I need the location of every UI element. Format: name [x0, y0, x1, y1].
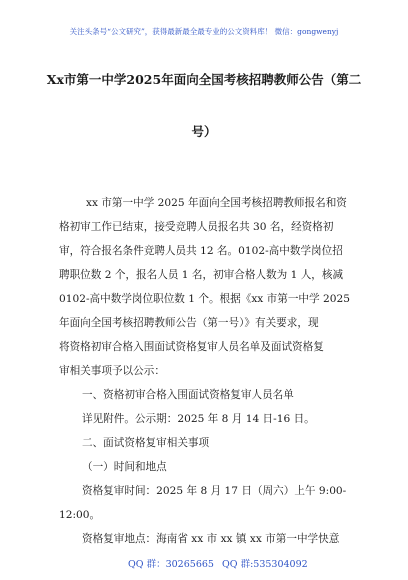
body-line: 聘职位数 2 个，报名人员 1 名，初审合格人数为 1 人，核减	[59, 269, 344, 281]
subsection-heading: （一）时间和地点	[82, 461, 167, 473]
footer-qq-right: QQ 群:535304092	[222, 559, 308, 570]
body-line: 格初审工作已结束，接受竞聘人员报名共 30 名，经资格初	[59, 221, 334, 233]
section-heading: 一、资格初审合格入围面试资格复审人员名单	[82, 389, 294, 401]
body-line: 资格复审时间：2025 年 8 月 17 日（周六）上午 9:00-	[82, 485, 347, 497]
header-banner: 关注头条号“公文研究”，获得最新最全最专业的公文资料库！ 微信：gongwenyj	[69, 27, 339, 36]
body-line: 资格复审地点：海南省 xx 市 xx 镇 xx 市第一中学快意	[82, 533, 340, 545]
body-line: 年面向全国考核招聘教师公告（第一号）》有关要求，现	[59, 317, 319, 329]
body-line: 0102-高中数学岗位职位数 1 个。根据《xx 市第一中学 2025	[59, 293, 350, 305]
section-heading: 二、面试资格复审相关事项	[82, 437, 210, 449]
body-line: 详见附件。公示期：2025 年 8 月 14 日-16 日。	[82, 413, 315, 425]
body-line: 12:00。	[59, 509, 101, 521]
body-line: xx 市第一中学 2025 年面向全国考核招聘教师报名和资	[86, 197, 347, 209]
document-title: Xx市第一中学2025年面向全国考核招聘教师公告（第二	[46, 72, 362, 87]
document-title-continued: 号）	[191, 124, 217, 139]
body-line: 将资格初审合格入围面试资格复审人员名单及面试资格复	[59, 341, 324, 353]
body-line: 审，符合报名条件竞聘人员共 12 名。0102-高中数学岗位招	[59, 245, 343, 257]
footer-qq-left: QQ 群：30265665	[128, 559, 214, 570]
body-line: 审相关事项予以公示：	[59, 365, 165, 377]
